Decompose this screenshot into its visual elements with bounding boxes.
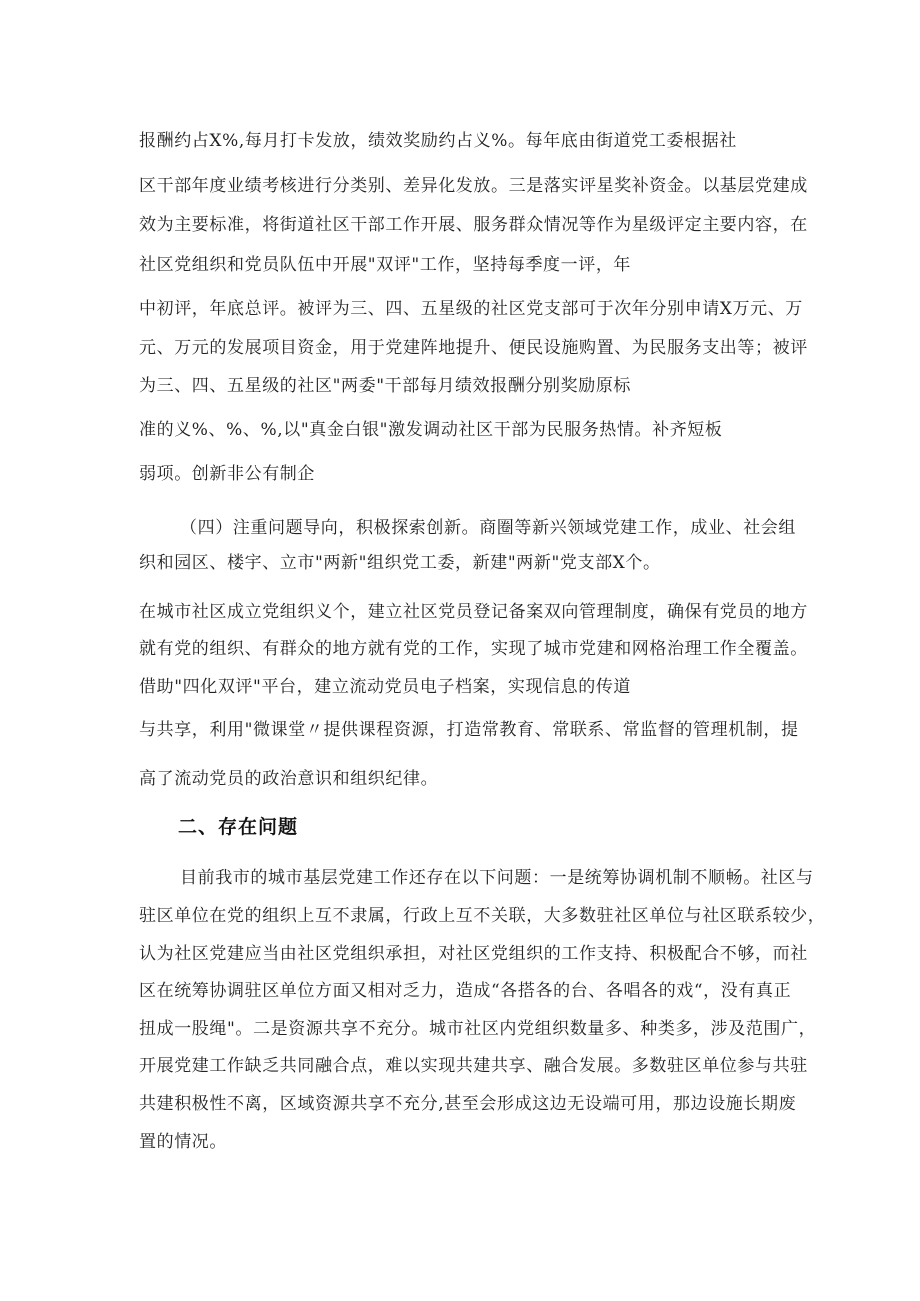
text-line: 认为社区党建应当由社区党组织承担，对社区党组织的工作支持、积极配合不够，而社 (139, 944, 808, 964)
text-line: 中初评，年底总评。被评为三、四、五星级的社区党支部可于次年分别申请X万元、万 (139, 299, 803, 319)
text-line: 共建积极性不离，区域资源共享不充分,甚至会形成这边无设端可用，那边设施长期废 (139, 1094, 797, 1114)
text-line: 元、万元的发展项目资金，用于党建阵地提升、便民设施购置、为民服务支出等；被评 (139, 338, 808, 358)
text-line: 置的情况。 (139, 1132, 227, 1152)
text-line: 在城市社区成立党组织义个，建立社区党员登记备案双向管理制度，确保有党员的地方 (139, 602, 808, 622)
text-line: 开展党建工作缺乏共同融合点，难以实现共建共享、融合发展。多数驻区单位参与共驻 (139, 1056, 808, 1076)
text-line: 为三、四、五星级的社区"两委"干部每月绩效报酬分别奖励原标 (139, 376, 632, 396)
text-line: 区干部年度业绩考核进行分类别、差异化发放。三是落实评星奖补资金。以基层党建成 (139, 176, 808, 196)
paragraph-start-line: 目前我市的城市基层党建工作还存在以下问题：一是统筹协调机制不顺畅。社区与 (180, 868, 814, 888)
text-line: 借助"四化双评"平台，建立流动党员电子档案，实现信息的传道 (139, 677, 632, 697)
section-heading: 二、存在问题 (178, 816, 299, 838)
paragraph-start-line: （四）注重问题导向，积极探索创新。商圈等新兴领域党建工作，成业、社会组 (180, 518, 796, 538)
text-line: 报酬约占X%,每月打卡发放，绩效奖励约占义%。每年底由街道党工委根据社 (139, 131, 737, 151)
text-line: 准的义%、%、%,以"真金白银"激发调动社区干部为民服务热情。补齐短板 (139, 420, 723, 440)
text-line: 扭成一股绳"。二是资源共享不充分。城市社区内党组织数量多、种类多，涉及范围广， (139, 1019, 817, 1039)
text-line: 弱项。创新非公有制企 (139, 464, 315, 484)
text-line: 社区党组织和党员队伍中开展"双评"工作，坚持每季度一评，年 (139, 255, 632, 275)
text-line: 效为主要标准，将街道社区干部工作开展、服务群众情况等作为星级评定主要内容，在 (139, 215, 808, 235)
text-line: 驻区单位在党的组织上互不隶属，行政上互不关联，大多数驻社区单位与社区联系较少， (139, 906, 826, 926)
text-line: 织和园区、楼宇、立市"两新"组织党工委，新建"两新"党支部X个。 (139, 553, 661, 573)
text-line: 就有党的组织、有群众的地方就有党的工作，实现了城市党建和网格治理工作全覆盖。 (139, 639, 808, 659)
text-line: 区在统筹协调驻区单位方面又相对乏力，造成“各搭各的台、各唱各的戏“，没有真正 (139, 981, 792, 1001)
text-line: 与共享，利用"微课堂〃提供课程资源，打造常教育、常联系、常监督的管理机制，提 (139, 720, 799, 740)
text-line: 高了流动党员的政治意识和组织纪律。 (139, 769, 439, 789)
